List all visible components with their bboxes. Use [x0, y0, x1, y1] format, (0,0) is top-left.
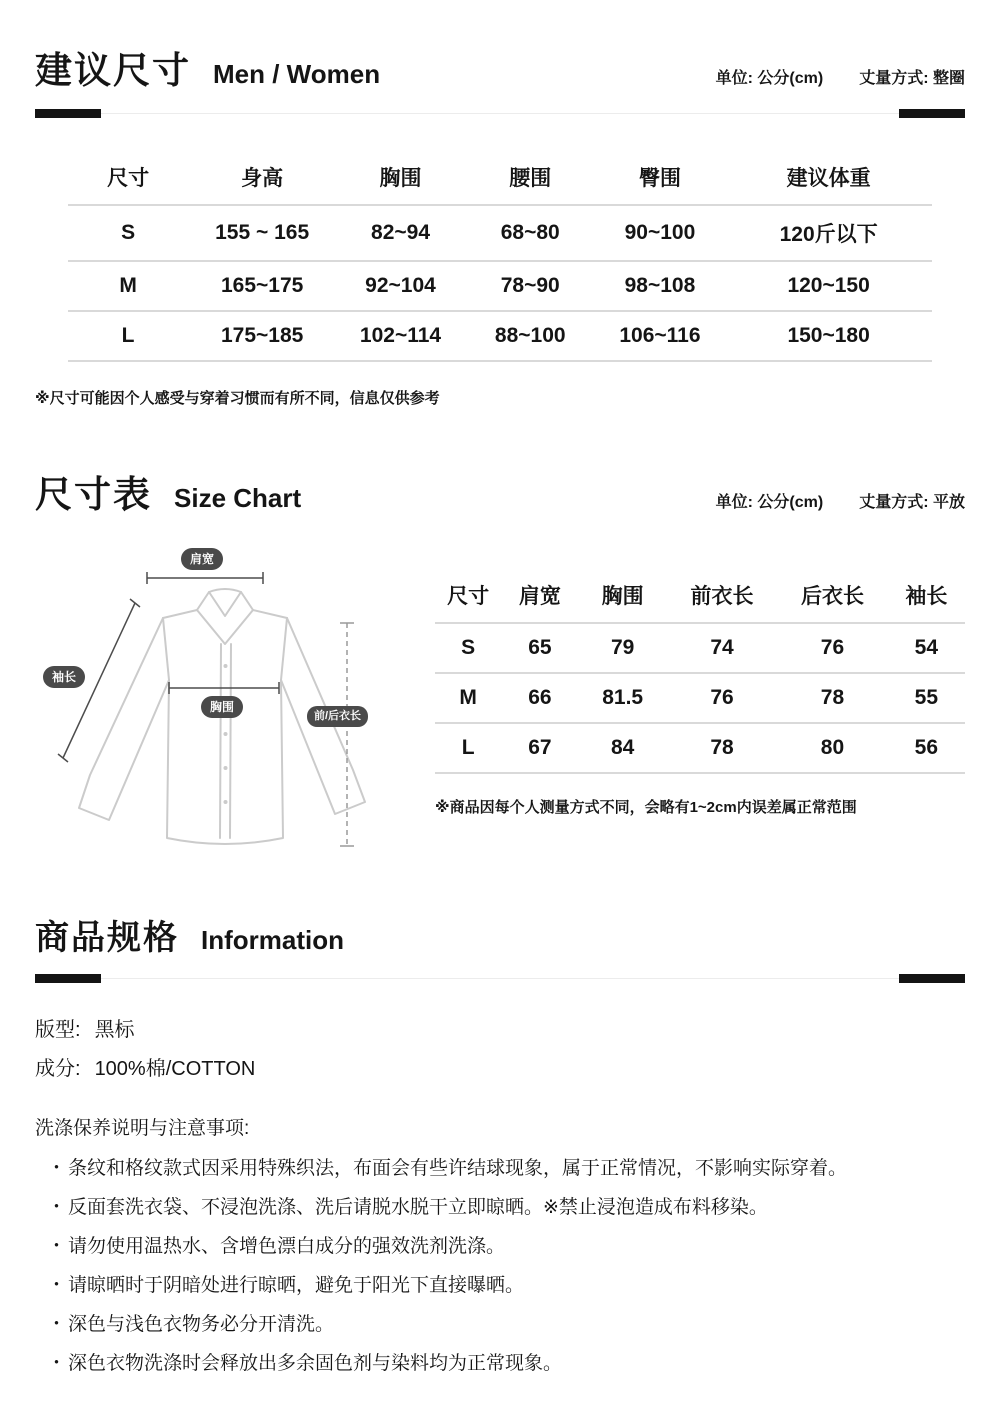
size-chart-body [35, 548, 965, 860]
col-header: 腰围 [465, 150, 595, 205]
care-list [35, 1154, 965, 1379]
col-header: 尺寸 [435, 568, 501, 623]
cell: L [68, 311, 189, 361]
section-title-en: Men / Women [213, 59, 381, 89]
suggested-size-titles [35, 40, 380, 94]
cell: 76 [777, 623, 887, 673]
cell: S [435, 623, 501, 673]
section-information [35, 910, 965, 1379]
care-title: 洗涤保养说明与注意事项: [35, 1118, 250, 1139]
cell: 175~185 [189, 311, 336, 361]
method-label: 丈量方式: 平放 [859, 494, 965, 511]
method-label: 丈量方式: 整圈 [859, 70, 965, 87]
section-divider [35, 109, 965, 118]
table-row [68, 311, 933, 361]
cell: 65 [501, 623, 578, 673]
section-title-zh: 商品规格 [35, 919, 179, 957]
cell: 150~180 [725, 311, 933, 361]
section-size-chart [35, 464, 965, 860]
col-header: 臀围 [595, 150, 725, 205]
table-row [435, 623, 965, 673]
cell: 78~90 [465, 261, 595, 311]
table-row [435, 723, 965, 773]
size-chart-note: ※商品因每个人测量方式不同，会略有1~2cm内误差属正常范围 [435, 799, 857, 816]
table-row [68, 261, 933, 311]
list-item: ・ 深色与浅色衣物务必分开清洗。 [47, 1310, 965, 1340]
table-row [68, 205, 933, 261]
cell: 106~116 [595, 311, 725, 361]
measure-meta [716, 65, 965, 88]
cell: 74 [667, 623, 777, 673]
table-header-row [68, 150, 933, 205]
shoulder-width-label: 肩宽 [181, 548, 223, 570]
sleeve-length-label: 袖长 [43, 666, 85, 688]
col-header: 前衣长 [667, 568, 777, 623]
cell: 78 [667, 723, 777, 773]
cell: 80 [777, 723, 887, 773]
spec-label: 版型: [35, 1019, 81, 1041]
cell: 79 [579, 623, 667, 673]
product-specs [35, 1013, 965, 1081]
table-header-row [435, 568, 965, 623]
front-back-length-label: 前/后衣长 [307, 706, 368, 727]
cell: 78 [777, 673, 887, 723]
cell: 98~108 [595, 261, 725, 311]
cell: 81.5 [579, 673, 667, 723]
cell: S [68, 205, 189, 261]
col-header: 胸围 [579, 568, 667, 623]
cell: 82~94 [336, 205, 466, 261]
cell: 92~104 [336, 261, 466, 311]
suggested-size-table [68, 150, 933, 362]
list-item: ・ 请勿使用温热水、含增色漂白成分的强效洗剂洗涤。 [47, 1232, 965, 1262]
list-item: ・ 反面套洗衣袋、不浸泡洗涤、洗后请脱水脱干立即晾晒。※禁止浸泡造成布料移染。 [47, 1193, 965, 1223]
section-title-en: Size Chart [174, 483, 302, 513]
col-header: 袖长 [888, 568, 965, 623]
cell: 66 [501, 673, 578, 723]
spec-value: 100%棉/COTTON [94, 1058, 256, 1080]
cell: 90~100 [595, 205, 725, 261]
section-suggested-size [35, 40, 965, 408]
section-title-zh: 尺寸表 [35, 474, 152, 515]
cell: L [435, 723, 501, 773]
spec-row-material [35, 1052, 965, 1081]
col-header: 肩宽 [501, 568, 578, 623]
section-title-zh: 建议尺寸 [35, 50, 191, 91]
information-titles [35, 910, 344, 959]
shirt-measurement-diagram [35, 548, 435, 860]
section-title-en: Information [201, 925, 344, 955]
section-divider [35, 974, 965, 983]
cell: 102~114 [336, 311, 466, 361]
suggested-size-header [35, 40, 965, 94]
cell: 165~175 [189, 261, 336, 311]
col-header: 后衣长 [777, 568, 887, 623]
care-instructions [35, 1113, 965, 1379]
cell: 76 [667, 673, 777, 723]
col-header: 身高 [189, 150, 336, 205]
table-row [435, 673, 965, 723]
cell: 120斤以下 [725, 205, 933, 261]
cell: 68~80 [465, 205, 595, 261]
cell: M [68, 261, 189, 311]
unit-label: 单位: 公分(cm) [715, 494, 824, 511]
size-chart-titles [35, 464, 301, 518]
measure-meta [716, 489, 965, 512]
spec-value: 黑标 [94, 1019, 135, 1041]
cell: 55 [888, 673, 965, 723]
col-header: 尺寸 [68, 150, 189, 205]
unit-label: 单位: 公分(cm) [715, 70, 824, 87]
list-item: ・ 请晾晒时于阴暗处进行晾晒，避免于阳光下直接曝晒。 [47, 1271, 965, 1301]
cell: 88~100 [465, 311, 595, 361]
list-item: ・ 条纹和格纹款式因采用特殊织法，布面会有些许结球现象，属于正常情况，不影响实际穿着。 [47, 1154, 965, 1184]
information-header [35, 910, 965, 959]
col-header: 胸围 [336, 150, 466, 205]
chest-label: 胸围 [201, 696, 243, 718]
size-chart-header [35, 464, 965, 518]
cell: 56 [888, 723, 965, 773]
cell: 155 ~ 165 [189, 205, 336, 261]
spec-row-fit [35, 1013, 965, 1042]
cell: 84 [579, 723, 667, 773]
cell: 67 [501, 723, 578, 773]
size-chart-table [435, 568, 965, 774]
spec-label: 成分: [35, 1058, 81, 1080]
cell: M [435, 673, 501, 723]
cell: 120~150 [725, 261, 933, 311]
size-chart-table-area [435, 548, 965, 860]
suggested-size-note: ※尺寸可能因个人感受与穿着习惯而有所不同，信息仅供参考 [35, 390, 440, 407]
col-header: 建议体重 [725, 150, 933, 205]
list-item: ・ 深色衣物洗涤时会释放出多余固色剂与染料均为正常现象。 [47, 1349, 965, 1379]
cell: 54 [888, 623, 965, 673]
